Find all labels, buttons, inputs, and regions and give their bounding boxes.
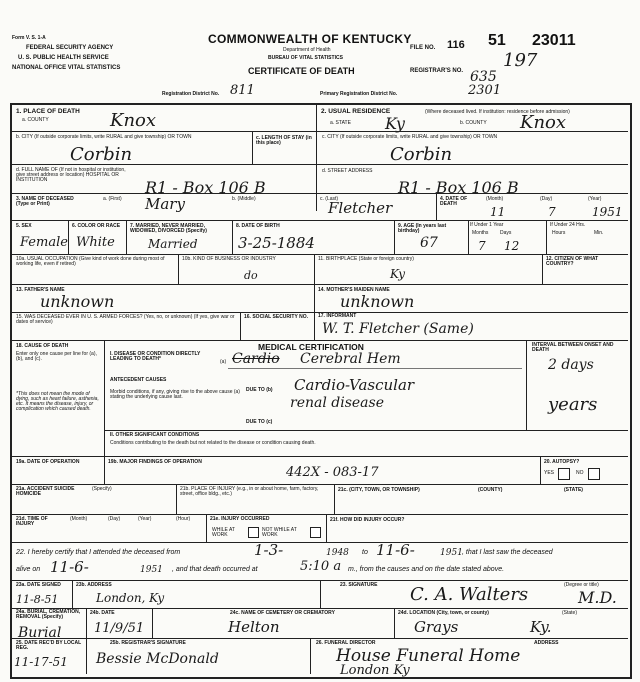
registrar-signature: Bessie McDonald bbox=[96, 651, 219, 667]
divider bbox=[12, 254, 628, 255]
minutes-label: Min. bbox=[594, 230, 604, 236]
interval-label: INTERVAL BETWEEN ONSET AND DEATH bbox=[532, 342, 614, 353]
injury-time-label: 21d. TIME OF INJURY bbox=[16, 516, 48, 527]
location-label: 24d. LOCATION (City, town, or county) bbox=[398, 610, 489, 616]
not-while-at-work-checkbox[interactable] bbox=[310, 527, 321, 538]
res-city-label: c. CITY (If outside corporate limits, write RURAL and give township) OR TOWN bbox=[322, 134, 498, 140]
divider bbox=[314, 312, 315, 340]
attended-to: 11-6- bbox=[376, 541, 415, 559]
divider bbox=[86, 608, 87, 638]
bureau: BUREAU OF VITAL STATISTICS bbox=[268, 55, 343, 61]
while-at-work-checkbox[interactable] bbox=[248, 527, 259, 538]
cert-address: London, Ky bbox=[96, 591, 165, 605]
findings-label: 19b. MAJOR FINDINGS OF OPERATION bbox=[108, 459, 202, 465]
divider bbox=[86, 638, 87, 674]
injury-county-label: (COUNTY) bbox=[478, 487, 503, 493]
death-city: Corbin bbox=[70, 144, 133, 165]
burial-date-label: 24b. DATE bbox=[90, 610, 115, 616]
cert-text-1: 22. I hereby certify that I attended the deceased from bbox=[16, 549, 181, 556]
registrar-no-2: 635 bbox=[470, 69, 497, 85]
divider bbox=[12, 284, 628, 285]
divider bbox=[12, 542, 628, 543]
injury-month-label: (Month) bbox=[70, 516, 88, 522]
location-state-label: (State) bbox=[562, 610, 578, 616]
hospital-name: R1 - Box 106 B bbox=[145, 178, 266, 197]
alive-on-year: 1951 bbox=[140, 565, 163, 575]
burial-label: 24a. BURIAL, CREMATION, REMOVAL (Specify) bbox=[16, 609, 81, 620]
age-label: 9. AGE (In years last birthday) bbox=[398, 223, 447, 234]
injury-occurred-label: 21e. INJURY OCCURRED bbox=[210, 516, 270, 522]
file-no-number: 23011 bbox=[532, 32, 576, 49]
ssn-label: 16. SOCIAL SECURITY NO. bbox=[244, 314, 308, 320]
months-label: Months bbox=[472, 230, 489, 236]
divider bbox=[314, 254, 315, 284]
residence-note: (Where deceased lived. If institution: residence before admission) bbox=[425, 109, 570, 115]
divider bbox=[540, 456, 541, 484]
attended-from-year: 1948 bbox=[326, 548, 349, 558]
father-name: unknown bbox=[40, 292, 115, 311]
divider bbox=[436, 193, 437, 220]
signature-label: 23. SIGNATURE bbox=[340, 582, 378, 588]
agency-line-3: NATIONAL OFFICE VITAL STATISTICS bbox=[12, 65, 121, 71]
cert-to: to bbox=[362, 549, 368, 556]
autopsy-yes-checkbox[interactable] bbox=[558, 468, 570, 480]
divider bbox=[104, 430, 628, 431]
informant-label: 17. INFORMANT bbox=[318, 313, 357, 319]
not-while-at-work: NOT WHILE AT WORK bbox=[262, 527, 297, 538]
sex: Female bbox=[20, 235, 68, 250]
date-received: 11-17-51 bbox=[14, 655, 68, 669]
side-note: *This does not mean the mode of dying, such as heart failure, asthenia, etc. It means the disease, injury, or complication which caused death. bbox=[16, 391, 99, 412]
divider bbox=[104, 456, 105, 484]
father-label: 13. FATHER'S NAME bbox=[16, 287, 65, 293]
divider bbox=[334, 484, 335, 514]
death-county-label: a. COUNTY bbox=[22, 117, 49, 123]
department: Department of Health bbox=[283, 47, 331, 53]
armed-forces-label: 15. WAS DECEASED EVER IN U. S. ARMED FORCES? (Yes, no, or unknown) (If yes, give war or dates of service) bbox=[16, 314, 235, 325]
cert-text-2: , that I last saw the deceased bbox=[462, 549, 553, 556]
divider bbox=[178, 254, 179, 284]
burial-date: 11/9/51 bbox=[94, 621, 145, 636]
attended-to-year: 1951 bbox=[440, 548, 463, 558]
business-label: 10b. KIND OF BUSINESS OR INDUSTRY bbox=[182, 256, 276, 262]
mother-name: unknown bbox=[340, 292, 415, 311]
primary-reg: 2301 bbox=[468, 83, 502, 98]
registrar-signature-label: 25b. REGISTRAR'S SIGNATURE bbox=[110, 640, 186, 646]
funeral-director: House Funeral Home bbox=[336, 646, 521, 666]
cert-alive-on: alive on bbox=[16, 566, 41, 573]
race-label: 6. COLOR OR RACE bbox=[72, 223, 121, 229]
autopsy-no-checkbox[interactable] bbox=[588, 468, 600, 480]
primary-reg-label: Primary Registration District No. bbox=[320, 91, 398, 97]
res-street-label: d. STREET ADDRESS bbox=[322, 168, 373, 174]
first-name: Mary bbox=[145, 195, 185, 213]
death-year: 1951 bbox=[592, 205, 623, 219]
attended-from: 1-3- bbox=[254, 541, 284, 559]
dob-label: 8. DATE OF BIRTH bbox=[236, 223, 280, 229]
death-city-label: b. CITY (If outside corporate limits, write RURAL and give township) OR TOWN bbox=[16, 134, 192, 140]
divider bbox=[394, 608, 395, 638]
divider bbox=[12, 131, 316, 132]
death-day: 7 bbox=[548, 205, 556, 219]
antecedent-label: ANTECEDENT CAUSES bbox=[110, 377, 167, 383]
year-label: (Year) bbox=[588, 196, 602, 202]
last-name: Fletcher bbox=[328, 199, 393, 217]
mother-label: 14. MOTHER'S MAIDEN NAME bbox=[318, 287, 390, 293]
autopsy-label: 20. AUTOPSY? bbox=[544, 459, 580, 465]
res-state: Ky bbox=[385, 114, 405, 133]
marital-label: 7. MARRIED, NEVER MARRIED, WIDOWED, DIVORCED (Specify) bbox=[130, 223, 207, 234]
funeral-director-label: 26. FUNERAL DIRECTOR bbox=[316, 640, 376, 646]
res-street: R1 - Box 106 B bbox=[398, 178, 519, 197]
cert-text-3: , and that death occurred at bbox=[172, 566, 258, 573]
state-title: COMMONWEALTH OF KENTUCKY bbox=[208, 32, 412, 46]
divider bbox=[232, 220, 233, 254]
marital-status: Married bbox=[148, 237, 198, 251]
form-number: Form V. S. 1-A bbox=[12, 35, 46, 41]
divider bbox=[326, 514, 327, 542]
res-state-label: a. STATE bbox=[330, 120, 351, 126]
first-name-label: a. (First) bbox=[103, 196, 122, 202]
cause-a-struck: Cardio bbox=[232, 351, 280, 367]
last-name-label: c. (Last) bbox=[320, 196, 339, 202]
date-signed: 11-8-51 bbox=[16, 593, 59, 606]
divider bbox=[12, 608, 628, 609]
deceased-name-label: 3. NAME OF DECEASED (Type or Print) bbox=[16, 196, 74, 207]
file-no: 116 bbox=[447, 39, 465, 51]
res-city: Corbin bbox=[390, 144, 453, 165]
age: 67 bbox=[420, 235, 438, 251]
middle-name-label: b. (Middle) bbox=[232, 196, 256, 202]
day-label: (Day) bbox=[540, 196, 553, 202]
citizen-label: 12. CITIZEN OF WHAT COUNTRY? bbox=[546, 256, 599, 267]
registrar-no: 197 bbox=[503, 50, 538, 71]
business: do bbox=[244, 269, 258, 282]
how-injury-label: 21f. HOW DID INJURY OCCUR? bbox=[330, 517, 405, 523]
divider bbox=[104, 340, 105, 456]
registrar-no-label: REGISTRAR'S NO. bbox=[410, 68, 464, 74]
accident-label: 21a. ACCIDENT SUICIDE HOMICIDE bbox=[16, 486, 75, 497]
date-signed-label: 23a. DATE SIGNED bbox=[16, 582, 61, 588]
cemetery-label: 24c. NAME OF CEMETERY OR CREMATORY bbox=[230, 610, 335, 616]
divider bbox=[12, 484, 628, 485]
days-label: Days bbox=[500, 230, 512, 236]
cause-label: 18. CAUSE OF DEATH bbox=[16, 343, 69, 349]
certificate-title: CERTIFICATE OF DEATH bbox=[248, 66, 355, 76]
disease-label: I. DISEASE OR CONDITION DIRECTLY LEADING TO DEATH* bbox=[110, 351, 201, 362]
injury-state-label: (STATE) bbox=[564, 487, 583, 493]
death-time: 5:10 a bbox=[300, 559, 342, 574]
cemetery: Helton bbox=[228, 618, 280, 636]
res-county-label: b. COUNTY bbox=[460, 120, 487, 126]
res-county: Knox bbox=[520, 112, 567, 133]
reg-district: 811 bbox=[230, 83, 255, 98]
death-date-label: 4. DATE OF DEATH bbox=[440, 196, 468, 207]
under-24-label: If Under 24 Hrs. bbox=[550, 222, 586, 228]
divider bbox=[152, 608, 153, 638]
file-no-year: 51 bbox=[488, 32, 506, 49]
divider bbox=[252, 131, 253, 164]
funeral-address-label: ADDRESS bbox=[534, 640, 559, 646]
month-label: (Month) bbox=[486, 196, 504, 202]
divider bbox=[12, 514, 628, 515]
divider bbox=[12, 638, 628, 639]
physician-signature: C. A. Walters bbox=[410, 584, 529, 605]
race: White bbox=[76, 235, 115, 250]
medical-certification-title: MEDICAL CERTIFICATION bbox=[258, 342, 364, 352]
divider bbox=[526, 340, 527, 430]
stay-label: c. LENGTH OF STAY (in this place) bbox=[256, 135, 312, 146]
while-at-work: WHILE AT WORK bbox=[212, 527, 235, 538]
date-received-label: 25. DATE REC'D BY LOCAL REG. bbox=[16, 640, 82, 651]
divider bbox=[310, 638, 311, 674]
cause-b-interval: years bbox=[548, 394, 598, 415]
morbid-note: Morbid conditions, if any, giving rise to the above cause (a) stating the underlying cause last. bbox=[110, 389, 240, 400]
autopsy-no: NO bbox=[576, 470, 584, 476]
file-no-label: FILE NO. bbox=[410, 45, 436, 51]
alive-on: 11-6- bbox=[50, 558, 89, 576]
injury-day-label: (Day) bbox=[108, 516, 121, 522]
hours-label: Hours bbox=[552, 230, 566, 236]
cause-a: Cerebral Hem bbox=[300, 351, 401, 367]
death-month: 11 bbox=[490, 205, 506, 219]
divider bbox=[126, 220, 127, 254]
death-county: Knox bbox=[110, 110, 157, 131]
divider bbox=[176, 484, 177, 514]
divider bbox=[240, 312, 241, 340]
divider bbox=[72, 580, 73, 608]
agency-line-1: FEDERAL SECURITY AGENCY bbox=[26, 45, 114, 51]
divider bbox=[316, 164, 628, 165]
divider bbox=[12, 164, 316, 165]
degree-label: (Degree or title) bbox=[564, 582, 599, 588]
specify-label: (Specify) bbox=[92, 486, 112, 492]
residence-title: 2. USUAL RESIDENCE bbox=[321, 108, 391, 115]
divider bbox=[316, 104, 317, 211]
cause-b: Cardio-Vascular bbox=[294, 376, 415, 394]
reg-district-label: Registration District No. bbox=[162, 91, 220, 97]
cert-text-4: m., from the causes and on the date stated above. bbox=[348, 566, 505, 573]
underline bbox=[228, 368, 522, 369]
injury-city-label: 21c. (CITY, TOWN, OR TOWNSHIP) bbox=[338, 487, 420, 493]
findings: 442X - 083-17 bbox=[286, 465, 379, 480]
cause-note: Enter only one cause per line for (a), (b), and (c). bbox=[16, 351, 97, 362]
divider bbox=[12, 193, 628, 194]
location: Grays bbox=[414, 618, 459, 636]
divider bbox=[12, 220, 628, 221]
injury-hour-label: (Hour) bbox=[176, 516, 191, 522]
location-state: Ky. bbox=[530, 618, 552, 636]
divider bbox=[542, 254, 543, 284]
dob: 3-25-1884 bbox=[238, 234, 315, 252]
autopsy-yes: YES bbox=[544, 470, 555, 476]
divider bbox=[394, 220, 395, 254]
cert-address-label: 23b. ADDRESS bbox=[76, 582, 112, 588]
birthplace: Ky bbox=[390, 267, 405, 281]
divider bbox=[468, 220, 469, 254]
under-1-label: If Under 1 Year bbox=[470, 222, 504, 228]
due-to-c-label: DUE TO (c) bbox=[246, 419, 273, 425]
divider bbox=[314, 284, 315, 312]
sex-label: 5. SEX bbox=[16, 223, 32, 229]
divider bbox=[68, 220, 69, 254]
divider bbox=[546, 220, 547, 254]
cause-a-label: (a) bbox=[220, 359, 227, 365]
degree: M.D. bbox=[578, 588, 617, 607]
age-days: 12 bbox=[504, 239, 520, 253]
cause-b-2: renal disease bbox=[290, 395, 384, 411]
funeral-city: London Ky bbox=[340, 663, 410, 678]
place-of-death-title: 1. PLACE OF DEATH bbox=[16, 108, 80, 115]
informant: W. T. Fletcher (Same) bbox=[322, 321, 474, 337]
burial: Burial bbox=[18, 625, 62, 641]
occupation-label: 10a. USUAL OCCUPATION (Give kind of work done during most of working life, even if retired) bbox=[16, 256, 165, 267]
divider bbox=[206, 514, 207, 542]
age-months: 7 bbox=[478, 239, 486, 253]
other-conditions-label: II. OTHER SIGNIFICANT CONDITIONS bbox=[110, 432, 200, 438]
birthplace-label: 11. BIRTHPLACE (State or foreign country) bbox=[318, 256, 414, 262]
cause-a-interval: 2 days bbox=[548, 357, 594, 373]
due-to-b-label: DUE TO (b) bbox=[246, 387, 273, 393]
injury-place-label: 21b. PLACE OF INJURY (e.g., in or about home, farm, factory, street, office bldg., etc.) bbox=[180, 486, 319, 497]
other-conditions-note: Conditions contributing to the death but not related to the disease or condition causing death. bbox=[110, 440, 316, 446]
hospital-label: d. FULL NAME OF (If not in hospital or institution, give street address or location) HOSPITAL OR INSTITUTION bbox=[16, 167, 126, 183]
divider bbox=[320, 580, 321, 608]
divider bbox=[316, 131, 628, 132]
agency-line-2: U. S. PUBLIC HEALTH SERVICE bbox=[18, 55, 109, 61]
operation-date-label: 19a. DATE OF OPERATION bbox=[16, 459, 80, 465]
injury-year-label: (Year) bbox=[138, 516, 152, 522]
